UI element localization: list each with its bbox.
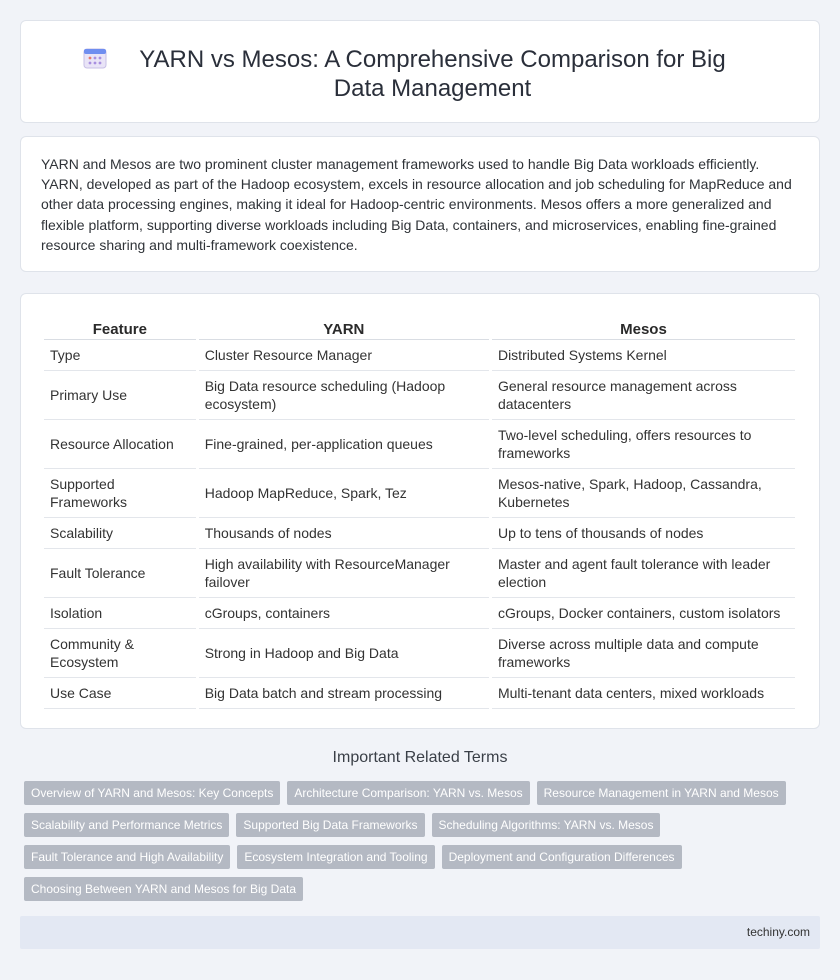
yarn-cell: Strong in Hadoop and Big Data: [199, 629, 489, 678]
yarn-cell: High availability with ResourceManager failover: [199, 549, 489, 598]
intro-card: [20, 136, 820, 272]
table-row: [44, 678, 795, 709]
related-term-link[interactable]: Supported Big Data Frameworks: [236, 813, 424, 837]
related-term-link[interactable]: Architecture Comparison: YARN vs. Mesos: [287, 781, 529, 805]
mesos-cell: Diverse across multiple data and compute frameworks: [492, 629, 795, 678]
header-yarn: YARN: [199, 316, 489, 340]
header-mesos: Mesos: [492, 316, 795, 340]
feature-cell: Resource Allocation: [44, 420, 196, 469]
feature-cell: Supported Frameworks: [44, 469, 196, 518]
yarn-cell: Thousands of nodes: [199, 518, 489, 549]
header-feature: Feature: [44, 316, 196, 340]
related-term-link[interactable]: Scalability and Performance Metrics: [24, 813, 229, 837]
related-terms-list: [24, 781, 814, 901]
table-row: [44, 469, 795, 518]
related-term-link[interactable]: Deployment and Configuration Differences: [442, 845, 682, 869]
related-term-link[interactable]: Scheduling Algorithms: YARN vs. Mesos: [432, 813, 661, 837]
title-card: [20, 20, 820, 123]
related-term-link[interactable]: Choosing Between YARN and Mesos for Big Data: [24, 877, 303, 901]
feature-cell: Scalability: [44, 518, 196, 549]
table-header-row: [44, 316, 795, 340]
feature-cell: Primary Use: [44, 371, 196, 420]
mesos-cell: cGroups, Docker containers, custom isolators: [492, 598, 795, 629]
yarn-cell: Big Data resource scheduling (Hadoop ecosystem): [199, 371, 489, 420]
related-term-link[interactable]: Overview of YARN and Mesos: Key Concepts: [24, 781, 280, 805]
comparison-table: [41, 316, 798, 709]
mesos-cell: General resource management across datacenters: [492, 371, 795, 420]
table-row: [44, 549, 795, 598]
feature-cell: Isolation: [44, 598, 196, 629]
related-term-link[interactable]: Fault Tolerance and High Availability: [24, 845, 230, 869]
related-term-link[interactable]: Ecosystem Integration and Tooling: [237, 845, 434, 869]
related-term-link[interactable]: Resource Management in YARN and Mesos: [537, 781, 786, 805]
footer: [20, 916, 820, 949]
mesos-cell: Two-level scheduling, offers resources to frameworks: [492, 420, 795, 469]
related-terms-heading: Important Related Terms: [332, 749, 508, 766]
feature-cell: Fault Tolerance: [44, 549, 196, 598]
yarn-cell: Hadoop MapReduce, Spark, Tez: [199, 469, 489, 518]
yarn-cell: Fine-grained, per-application queues: [199, 420, 489, 469]
feature-cell: Type: [44, 340, 196, 371]
feature-cell: Community & Ecosystem: [44, 629, 196, 678]
page-title: YARN vs Mesos: A Comprehensive Comparison for Big Data Management: [139, 46, 726, 102]
feature-cell: Use Case: [44, 678, 196, 709]
intro-paragraph: YARN and Mesos are two prominent cluster management frameworks used to handle Big Data workloads efficiently. YARN, developed as part of the Hadoop ecosystem, excels in resource allocation and job scheduling for MapReduce and other data processing engines, making it ideal for Hadoop-centric environments. Mesos offers a more generalized and flexible platform, supporting diverse workloads including Big Data, containers, and microservices, enabling fine-grained resource sharing and multi-framework coexistence.: [41, 156, 792, 253]
footer-site-link[interactable]: techiny.com: [746, 925, 810, 939]
mesos-cell: Mesos-native, Spark, Hadoop, Cassandra, Kubernetes: [492, 469, 795, 518]
table-row: [44, 629, 795, 678]
comparison-table-card: [20, 293, 820, 729]
table-row: [44, 340, 795, 371]
table-row: [44, 518, 795, 549]
mesos-cell: Master and agent fault tolerance with leader election: [492, 549, 795, 598]
yarn-cell: cGroups, containers: [199, 598, 489, 629]
table-row: [44, 420, 795, 469]
table-row: [44, 371, 795, 420]
mesos-cell: Up to tens of thousands of nodes: [492, 518, 795, 549]
table-row: [44, 598, 795, 629]
yarn-cell: Cluster Resource Manager: [199, 340, 489, 371]
mesos-cell: Multi-tenant data centers, mixed workloads: [492, 678, 795, 709]
mesos-cell: Distributed Systems Kernel: [492, 340, 795, 371]
yarn-cell: Big Data batch and stream processing: [199, 678, 489, 709]
